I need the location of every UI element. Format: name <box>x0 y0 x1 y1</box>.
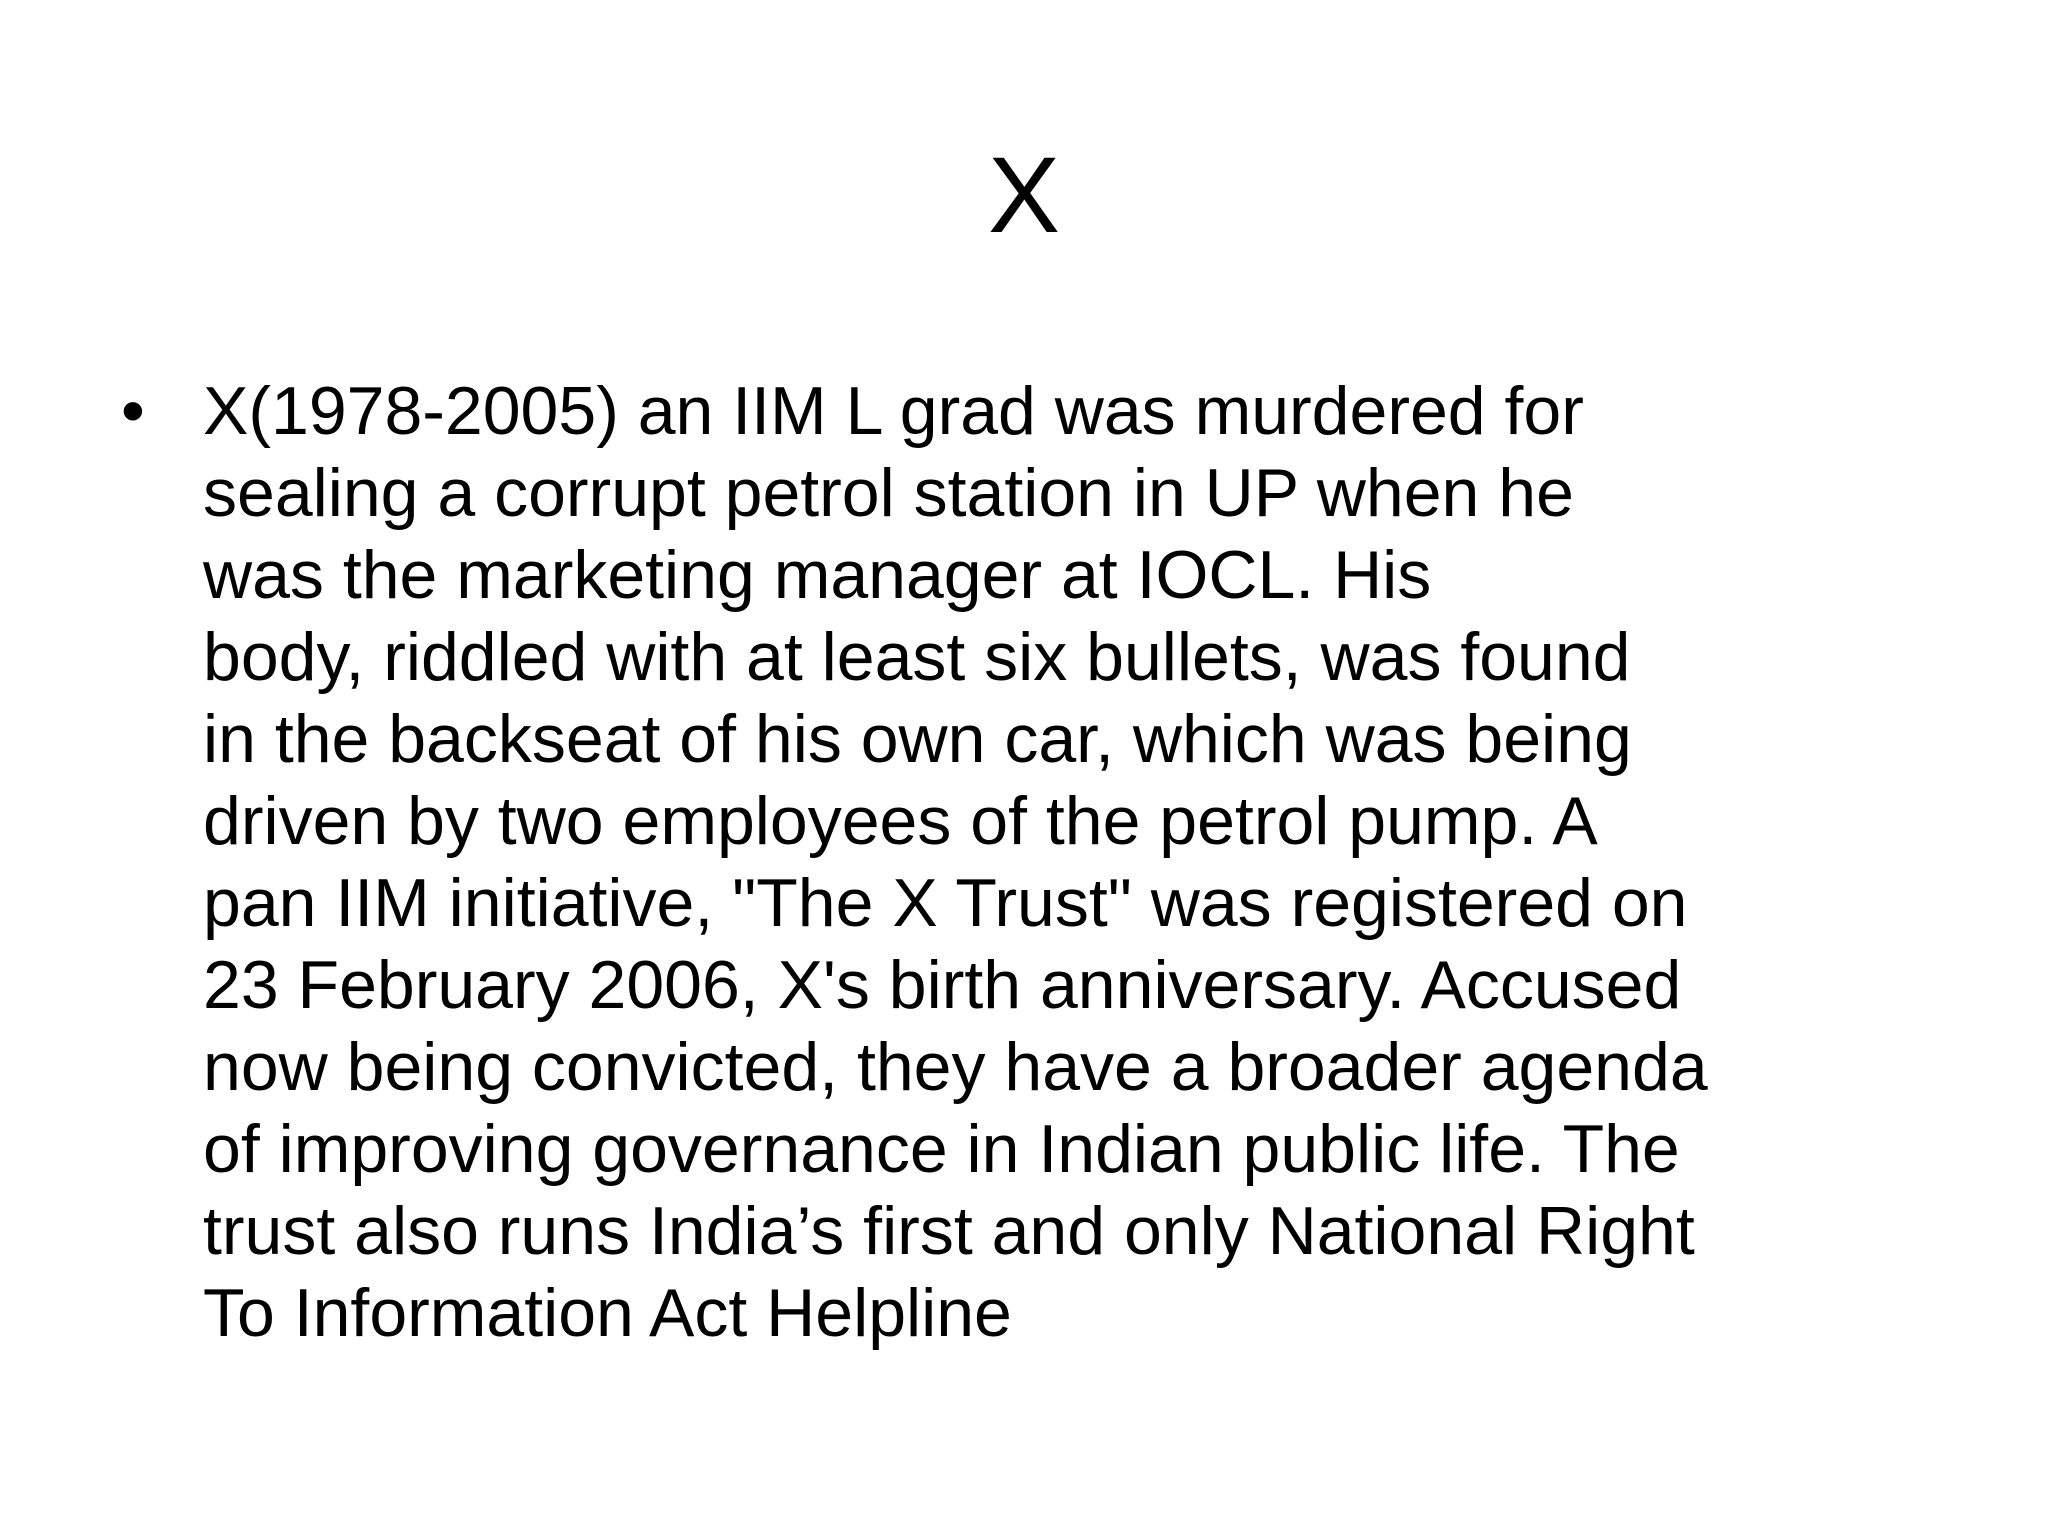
bullet-line: driven by two employees of the petrol pump. A <box>203 783 1598 859</box>
bullet-line: body, riddled with at least six bullets, was found <box>203 619 1631 695</box>
bullet-line: pan IIM initiative, "The X Trust" was registered on <box>203 865 1688 941</box>
bullet-icon: • <box>121 373 145 449</box>
bullet-item <box>115 370 1975 1354</box>
bullet-line: X(1978-2005) an IIM L grad was murdered for <box>203 373 1584 449</box>
slide-content <box>115 370 1975 1354</box>
bullet-line: in the backseat of his own car, which was being <box>203 701 1632 777</box>
slide-title: X <box>987 134 1061 255</box>
bullet-line: of improving governance in Indian public life. The <box>203 1111 1680 1187</box>
bullet-line: To Information Act Helpline <box>203 1275 1012 1351</box>
bullet-line: was the marketing manager at IOCL. His <box>203 537 1432 613</box>
bullet-line: trust also runs India’s first and only National Right <box>203 1193 1695 1269</box>
bullet-line: 23 February 2006, X's birth anniversary. Accused <box>203 947 1682 1023</box>
bullet-text <box>203 370 1975 1354</box>
bullet-line: sealing a corrupt petrol station in UP when he <box>203 455 1574 531</box>
bullet-line: now being convicted, they have a broader agenda <box>203 1029 1708 1105</box>
